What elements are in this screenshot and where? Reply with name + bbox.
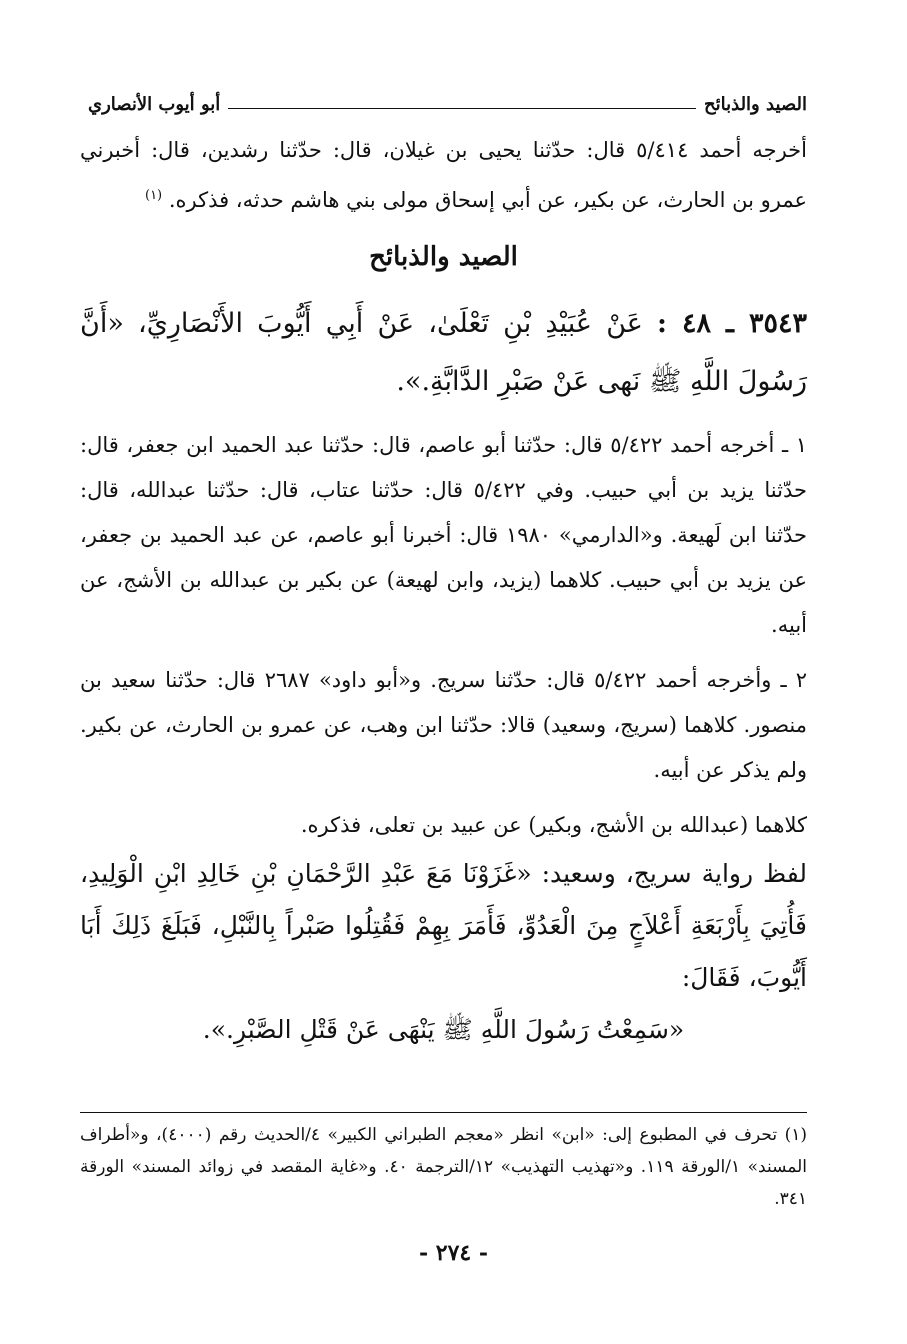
header-rule — [228, 108, 696, 109]
page-number: - ٢٧٤ - — [418, 1240, 489, 1266]
summary-paragraph: كلاهما (عبدالله بن الأشج، وبكير) عن عبيد بن تعلى، فذكره. — [300, 813, 807, 837]
hadith-text: عَنْ عُبَيْدِ بْنِ تَعْلَىٰ، عَنْ أَبِي أَيُّوبَ الأَنْصَارِيِّ، «أَنَّ رَسُولَ اللَّهِ ﷺ نَهى عَنْ صَبْرِ الدَّابَّةِ.». — [80, 308, 807, 397]
footnote-1: (١) تحرف في المطبوع إلى: «ابن» انظر «معجم الطبراني الكبير» ٤/الحديث رقم (٤٠٠٠)، و«أطراف المسند» ١/الورقة ١١٩. و«تهذيب التهذيب» ١٢/الترجمة ٤٠. و«غاية المقصد في زوائد المسند» الورقة ٣٤١. — [80, 1125, 807, 1209]
intro-text: أخرجه أحمد ٥/٤١٤ قال: حدّثنا يحيى بن غيلان، قال: حدّثنا رشدين، قال: أخبرني عمرو بن الحارث، عن بكير، عن أبي إسحاق مولى بني هاشم حدثه، فذكره. — [80, 138, 807, 212]
prophetic-quote: «سَمِعْتُ رَسُولَ اللَّهِ ﷺ يَنْهَى عَنْ قَتْلِ الصَّبْرِ.». — [202, 1015, 685, 1044]
footnote-marker: (١) — [144, 188, 163, 203]
running-header — [88, 94, 807, 115]
lafz-intro: لفظ رواية سريج، وسعيد: — [541, 859, 807, 888]
lafz-text: «غَزَوْنَا مَعَ عَبْدِ الرَّحْمَانِ بْنِ خَالِدِ ابْنِ الْوَلِيدِ، فَأُتِيَ بِأَرْبَعَةِ أَعْلاَجٍ مِنَ الْعَدُوِّ، فَأَمَرَ بِهِمْ فَقُتِلُوا صَبْراً بِالنَّبْلِ، فَبَلَغَ ذَلِكَ أَبَا أَيُّوبَ، فَقَالَ: — [80, 859, 807, 992]
hadith-number: ٣٥٤٣ ـ ٤٨ : — [657, 308, 807, 339]
lafz-paragraph — [80, 848, 807, 1004]
hadith-text-block — [80, 295, 807, 411]
intro-paragraph — [80, 128, 807, 223]
header-narrator-name: أبو أيوب الأنصاري — [88, 94, 221, 115]
footnotes-section — [80, 1112, 807, 1215]
main-content — [80, 128, 807, 1056]
section-title: الصيد والذبائح — [369, 242, 518, 272]
takhrij-paragraph-2: ٢ ـ وأخرجه أحمد ٥/٤٢٢ قال: حدّثنا سريج. و«أبو داود» ٢٦٨٧ قال: حدّثنا سعيد بن منصور. كلاهما (سريج، وسعيد) قالا: حدّثنا ابن وهب، عن عمرو بن الحارث، عن بكير. ولم يذكر عن أبيه. — [80, 668, 807, 782]
header-chapter-title: الصيد والذبائح — [704, 94, 807, 115]
takhrij-paragraph-1: ١ ـ أخرجه أحمد ٥/٤٢٢ قال: حدّثنا أبو عاصم، قال: حدّثنا عبد الحميد ابن جعفر، قال: حدّثنا يزيد بن أبي حبيب. وفي ٥/٤٢٢ قال: حدّثنا عتاب، قال: حدّثنا عبدالله، قال: حدّثنا ابن لَهيعة. و«الدارمي» ١٩٨٠ قال: أخبرنا أبو عاصم، عن عبد الحميد بن جعفر، عن يزيد بن أبي حبيب. كلاهما (يزيد، وابن لهيعة) عن بكير بن عبدالله بن الأشج، عن أبيه. — [80, 433, 807, 637]
